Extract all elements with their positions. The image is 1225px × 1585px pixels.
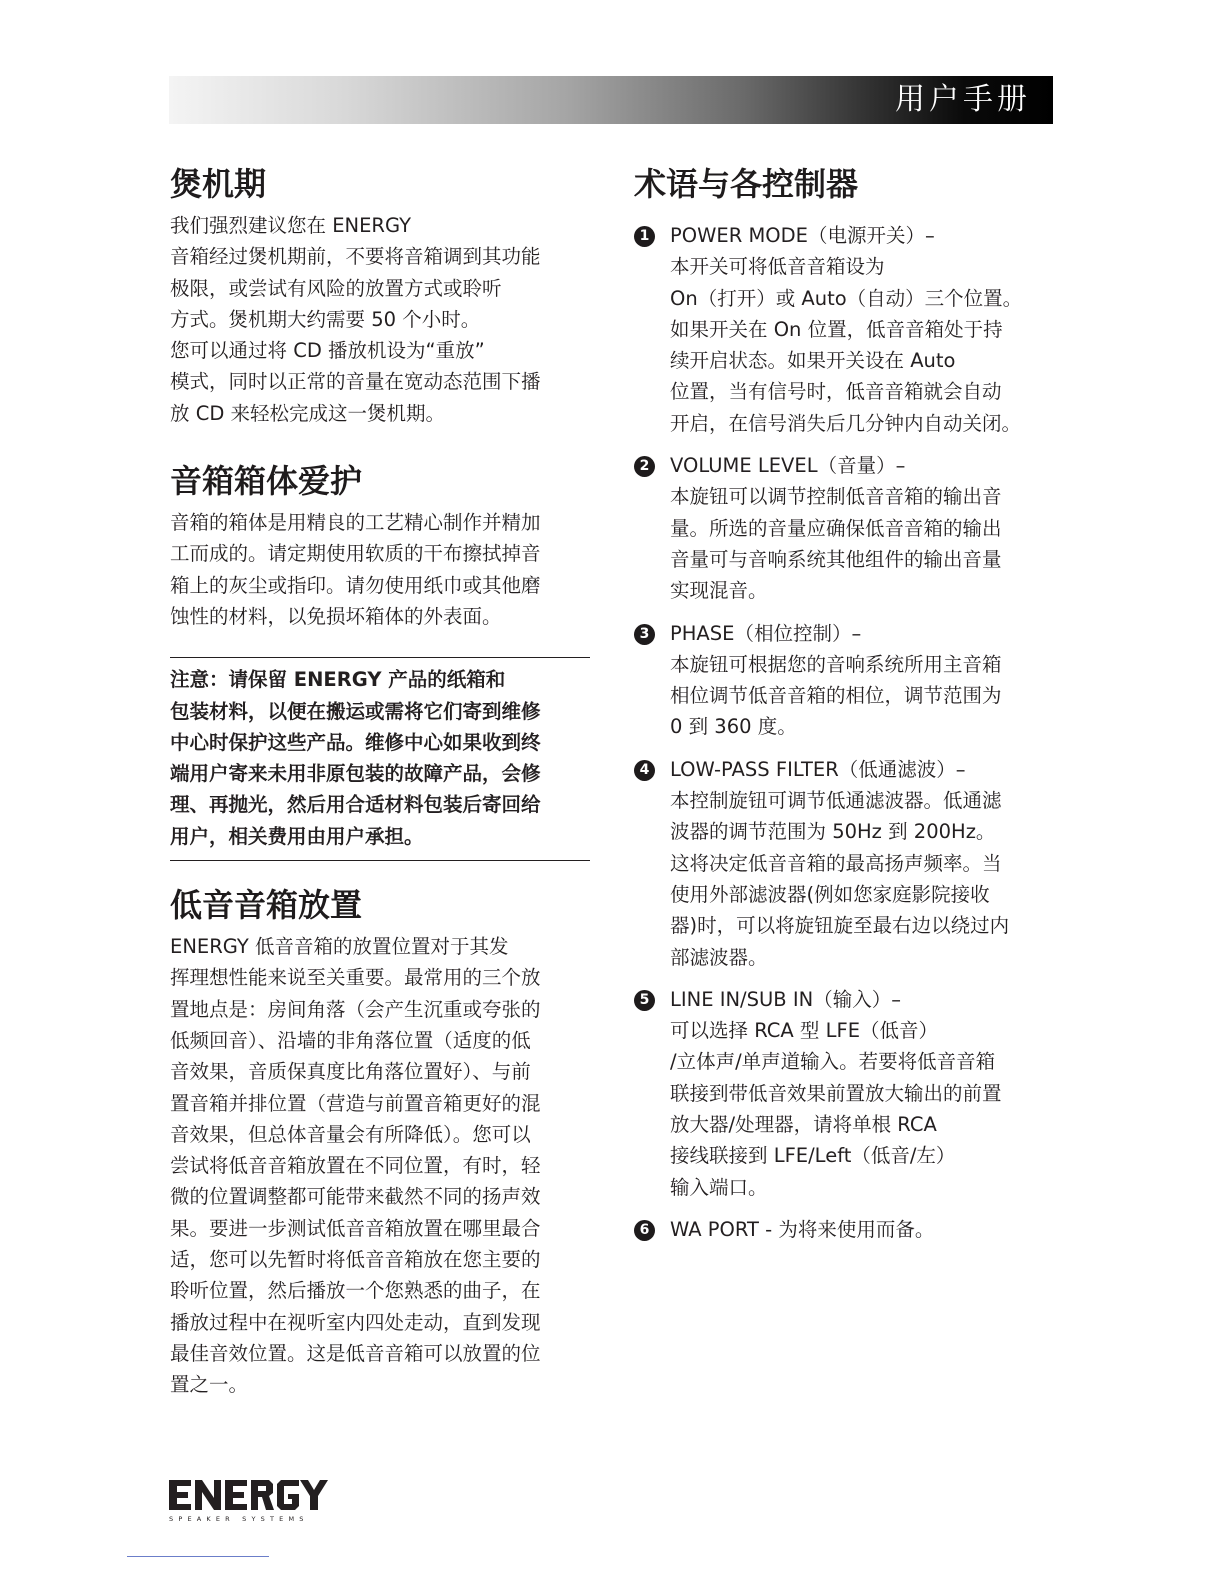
- term-heading: VOLUME LEVEL（音量）–: [670, 454, 906, 478]
- care-section: [170, 459, 590, 632]
- term-item-low-pass-filter: [634, 754, 1054, 973]
- energy-logo-icon: [169, 1478, 329, 1512]
- term-heading: PHASE（相位控制）–: [670, 621, 862, 645]
- placement-text: ENERGY 低音音箱的放置位置对于其发 挥理想性能来说至关重要。最常用的三个放 置地点是：房间角落（会产生沉重或夸张的 低频回音）、沿墙的非角落位置（适度的低 音效果，音质保真度比角落位置好）、与前 置音箱并排位置（营造与前置音箱更好的混 音效果，但总体音量会有所降低）。您可以 尝试将低音音箱放置在不同位置，有时，轻 微的位置调整都可能带来截然不同的扬声效 果。要进一步测试低音音箱放置在哪里最合 适，您可以先暂时将低音音箱放在您主要的 聆听位置，然后播放一个您熟悉的曲子，在 播放过程中在视听室内四处走动，直到发现 最佳音效位置。这是低音音箱可以放置的位 置之一。: [170, 935, 541, 1397]
- number-badge-icon: 1: [634, 226, 655, 247]
- number-badge-icon: 2: [634, 456, 655, 477]
- term-heading: POWER MODE（电源开关）–: [670, 224, 935, 247]
- number-badge-icon: 3: [634, 624, 655, 645]
- logo-subtitle: SPEAKER SYSTEMS: [169, 1515, 309, 1523]
- header-bar: [169, 76, 1053, 124]
- number-badge-icon: 5: [634, 990, 655, 1011]
- breakin-section: [170, 162, 590, 429]
- left-column: [170, 162, 590, 1401]
- number-badge-icon: 6: [634, 1220, 655, 1241]
- placement-section: [170, 883, 590, 1400]
- number-badge-icon: 4: [634, 760, 655, 781]
- term-description: 本开关可将低音音箱设为 On（打开）或 Auto（自动）三个位置。 如果开关在 On 位置，低音音箱处于持 续开启状态。如果开关设在 Auto 位置，当有信号时，低音音箱就会自动 开启，在信号消失后几分钟内自动关闭。: [670, 255, 1023, 435]
- term-description: 本控制旋钮可调节低通滤波器。低通滤 波器的调节范围为 50Hz 到 200Hz。 这将决定低音音箱的最高扬声频率。当 使用外部滤波器(例如您家庭影院接收 器)时，可以将旋钮旋至最右边以绕过内 部滤波器。: [670, 789, 1010, 969]
- term-item-phase: [634, 618, 1054, 743]
- notice-box: 注意：请保留 ENERGY 产品的纸箱和 包装材料，以便在搬运或需将它们寄到维修 中心时保护这些产品。维修中心如果收到终 端用户寄来未用非原包装的故障产品，会修 理、再抛光，然后用合适材料包装后寄回给 用户，相关费用由用户承担。: [170, 657, 590, 861]
- term-heading: WA PORT - 为将来使用而备。: [670, 1217, 935, 1241]
- term-heading: LINE IN/SUB IN（输入）–: [670, 987, 901, 1011]
- breakin-title: 煲机期: [170, 165, 267, 203]
- term-description: 本旋钮可根据您的音响系统所用主音箱 相位调节低音音箱的相位，调节范围为 0 到 360 度。: [670, 652, 1002, 739]
- term-item-volume-level: [634, 450, 1054, 606]
- placement-title: 低音音箱放置: [170, 886, 363, 925]
- breakin-text: 我们强烈建议您在 ENERGY 音箱经过煲机期前，不要将音箱调到其功能 极限，或尝试有风险的放置方式或聆听 方式。煲机期大约需要 50 个小时。 您可以通过将 CD 播放机设为“重放” 模式，同时以正常的音量在宽动态范围下播 放 CD 来轻松完成这一煲机期。: [170, 214, 541, 425]
- term-description: 本旋钮可以调节控制低音音箱的输出音 量。所选的音量应确保低音音箱的输出 音量可与音响系统其他组件的输出音量 实现混音。: [670, 485, 1002, 603]
- care-text: 音箱的箱体是用精良的工艺精心制作并精加 工而成的。请定期使用软质的干布擦拭掉音 箱上的灰尘或指印。请勿使用纸巾或其他磨 蚀性的材料，以免损坏箱体的外表面。: [170, 511, 541, 628]
- manual-title: 用户手册: [895, 82, 1031, 117]
- term-item-line-in: [634, 984, 1054, 1203]
- right-column: [634, 162, 1054, 1245]
- terms-title: 术语与各控制器: [634, 165, 859, 203]
- term-item-wa-port: [634, 1214, 1054, 1245]
- page-edge-line: [127, 1556, 269, 1557]
- energy-logo: [169, 1478, 329, 1528]
- term-item-power-mode: [634, 220, 1054, 439]
- care-title: 音箱箱体爱护: [170, 462, 363, 501]
- term-description: 可以选择 RCA 型 LFE（低音） /立体声/单声道输入。若要将低音音箱 联接到带低音效果前置放大输出的前置 放大器/处理器，请将单根 RCA 接线联接到 LFE/Left（低音/左） 输入端口。: [670, 1019, 1002, 1199]
- term-heading: LOW-PASS FILTER（低通滤波）–: [670, 757, 966, 781]
